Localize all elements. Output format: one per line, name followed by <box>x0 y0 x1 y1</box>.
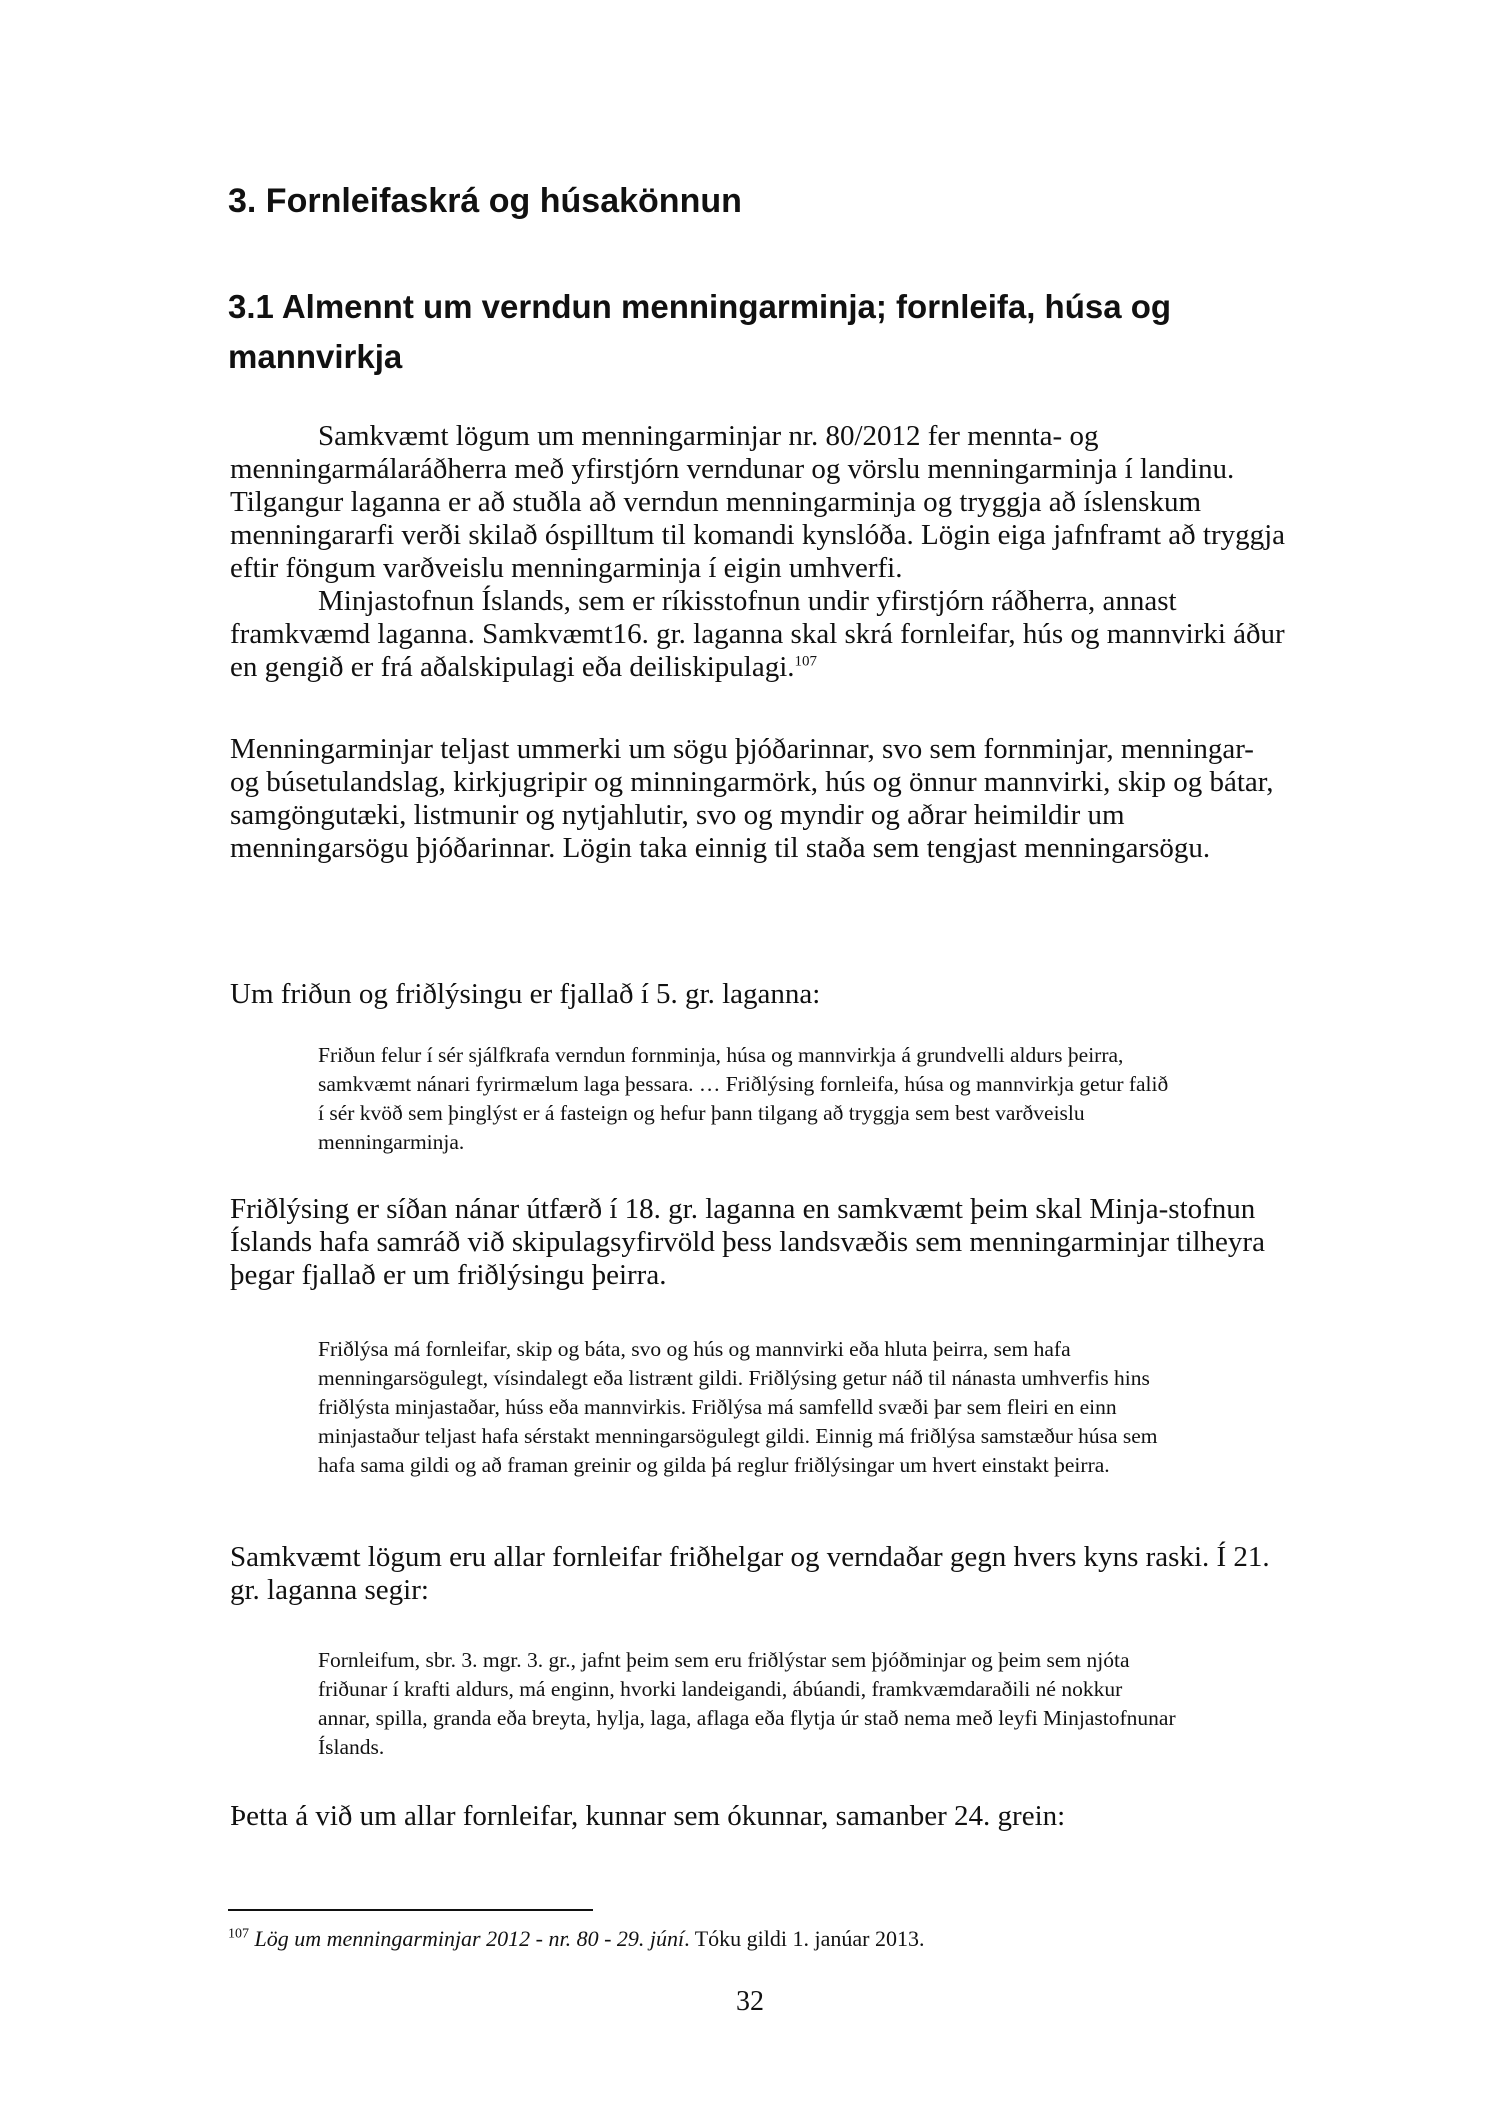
quote-text: Friðun felur í sér sjálfkrafa verndun fornminja, húsa og mannvirkja á grundvelli aldurs þeirra, samkvæmt nánari fyrirmælum laga þessara. … Friðlýsing fornleifa, húsa og mannvirkja getur falið í sér kvöð sem þinglýst er á fasteign og hefur þann tilgang að tryggja sem best varðveislu menningarminja. <box>318 1043 1169 1154</box>
paragraph-laws-overview <box>230 420 1290 585</box>
paragraph-text: Samkvæmt lögum eru allar fornleifar friðhelgar og verndaðar gegn hvers kyns raski. Í 21. gr. laganna segir: <box>230 1541 1270 1606</box>
blockquote-18-gr <box>318 1335 1178 1480</box>
blockquote-21-gr <box>318 1646 1178 1762</box>
paragraph-fornleifar-fridhelgar <box>230 1541 1290 1607</box>
footnote-number: 107 <box>228 1926 249 1942</box>
footnote-divider <box>228 1909 593 1911</box>
quote-text: Friðlýsa má fornleifar, skip og báta, svo og hús og mannvirki eða hluta þeirra, sem hafa menningarsögulegt, vísindalegt eða listrænt gildi. Friðlýsing getur náð til nánasta umhverfis hins friðlýsta minjastaðar, húss eða mannvirkis. Friðlýsa má samfelld svæði þar sem fleiri en einn minjastaður teljast hafa sérstakt menningarsögulegt gildi. Einnig má friðlýsa samstæður húsa sem hafa sama gildi og að framan greinir og gilda þá reglur friðlýsingar um hvert einstakt þeirra. <box>318 1337 1158 1477</box>
paragraph-text: Samkvæmt lögum um menningarminjar nr. 80/2012 fer mennta- og menningarmálaráðherra með yfirstjórn verndunar og vörslu menningarminja í landinu. Tilgangur laganna er að stuðla að verndun menningarminja og tryggja að íslenskum menningararfi verði skilað óspilltum til komandi kynslóða. Lögin eiga jafnframt að tryggja eftir föngum varðveislu menningarminja í eigin umhverfi. <box>230 420 1286 584</box>
footnote <box>228 1925 1288 1953</box>
footnote-reference[interactable]: 107 <box>794 653 818 670</box>
footnote-text: . Tóku gildi 1. janúar 2013. <box>684 1926 925 1951</box>
paragraph-minjastofnun <box>230 585 1290 684</box>
quote-text: Fornleifum, sbr. 3. mgr. 3. gr., jafnt þeim sem eru friðlýstar sem þjóðminjar og þeim sem njóta friðunar í krafti aldurs, má enginn, hvorki landeigandi, ábúandi, framkvæmdaraðili né nokkur annar, spilla, granda eða breyta, hylja, laga, aflaga eða flytja úr stað nema með leyfi Minjastofnunar Íslands. <box>318 1648 1176 1759</box>
page-number: 32 <box>736 1986 764 2017</box>
paragraph-text: Um friðun og friðlýsingu er fjallað í 5. gr. laganna: <box>230 978 821 1010</box>
paragraph-menningarminjar <box>230 733 1290 865</box>
paragraph-text: Þetta á við um allar fornleifar, kunnar sem ókunnar, samanber 24. grein: <box>230 1800 1066 1832</box>
paragraph-text: Friðlýsing er síðan nánar útfærð í 18. gr. laganna en samkvæmt þeim skal Minja-stofnun Íslands hafa samráð við skipulagsyfirvöld þess landsvæðis sem menningarminjar tilheyra þegar fjallað er um friðlýsingu þeirra. <box>230 1193 1265 1291</box>
subsection-title: 3.1 Almennt um verndun menningarminja; fornleifa, húsa og mannvirkja <box>228 288 1172 375</box>
paragraph-fridlysing <box>230 1193 1290 1292</box>
paragraph-fridun-intro <box>230 978 1290 1011</box>
section-title: 3. Fornleifaskrá og húsakönnun <box>228 182 742 220</box>
paragraph-text: Menningarminjar teljast ummerki um sögu þjóðarinnar, svo sem fornminjar, menningar- og búsetulandslag, kirkjugripir og minningarmörk, hús og önnur mannvirki, skip og bátar, samgöngutæki, listmunir og nytjahlutir, svo og myndir og aðrar heimildir um menningarsögu þjóðarinnar. Lögin taka einnig til staða sem tengjast menningarsögu. <box>230 733 1274 864</box>
paragraph-24-grein <box>230 1800 1290 1833</box>
blockquote-5-gr <box>318 1041 1178 1157</box>
paragraph-text: Minjastofnun Íslands, sem er ríkisstofnun undir yfirstjórn ráðherra, annast framkvæmd laganna. Samkvæmt16. gr. laganna skal skrá fornleifar, hús og mannvirki áður en gengið er frá aðalskipulagi eða deiliskipulagi. <box>230 585 1285 683</box>
footnote-title: Lög um menningarminjar 2012 - nr. 80 - 29. júní <box>254 1926 685 1951</box>
